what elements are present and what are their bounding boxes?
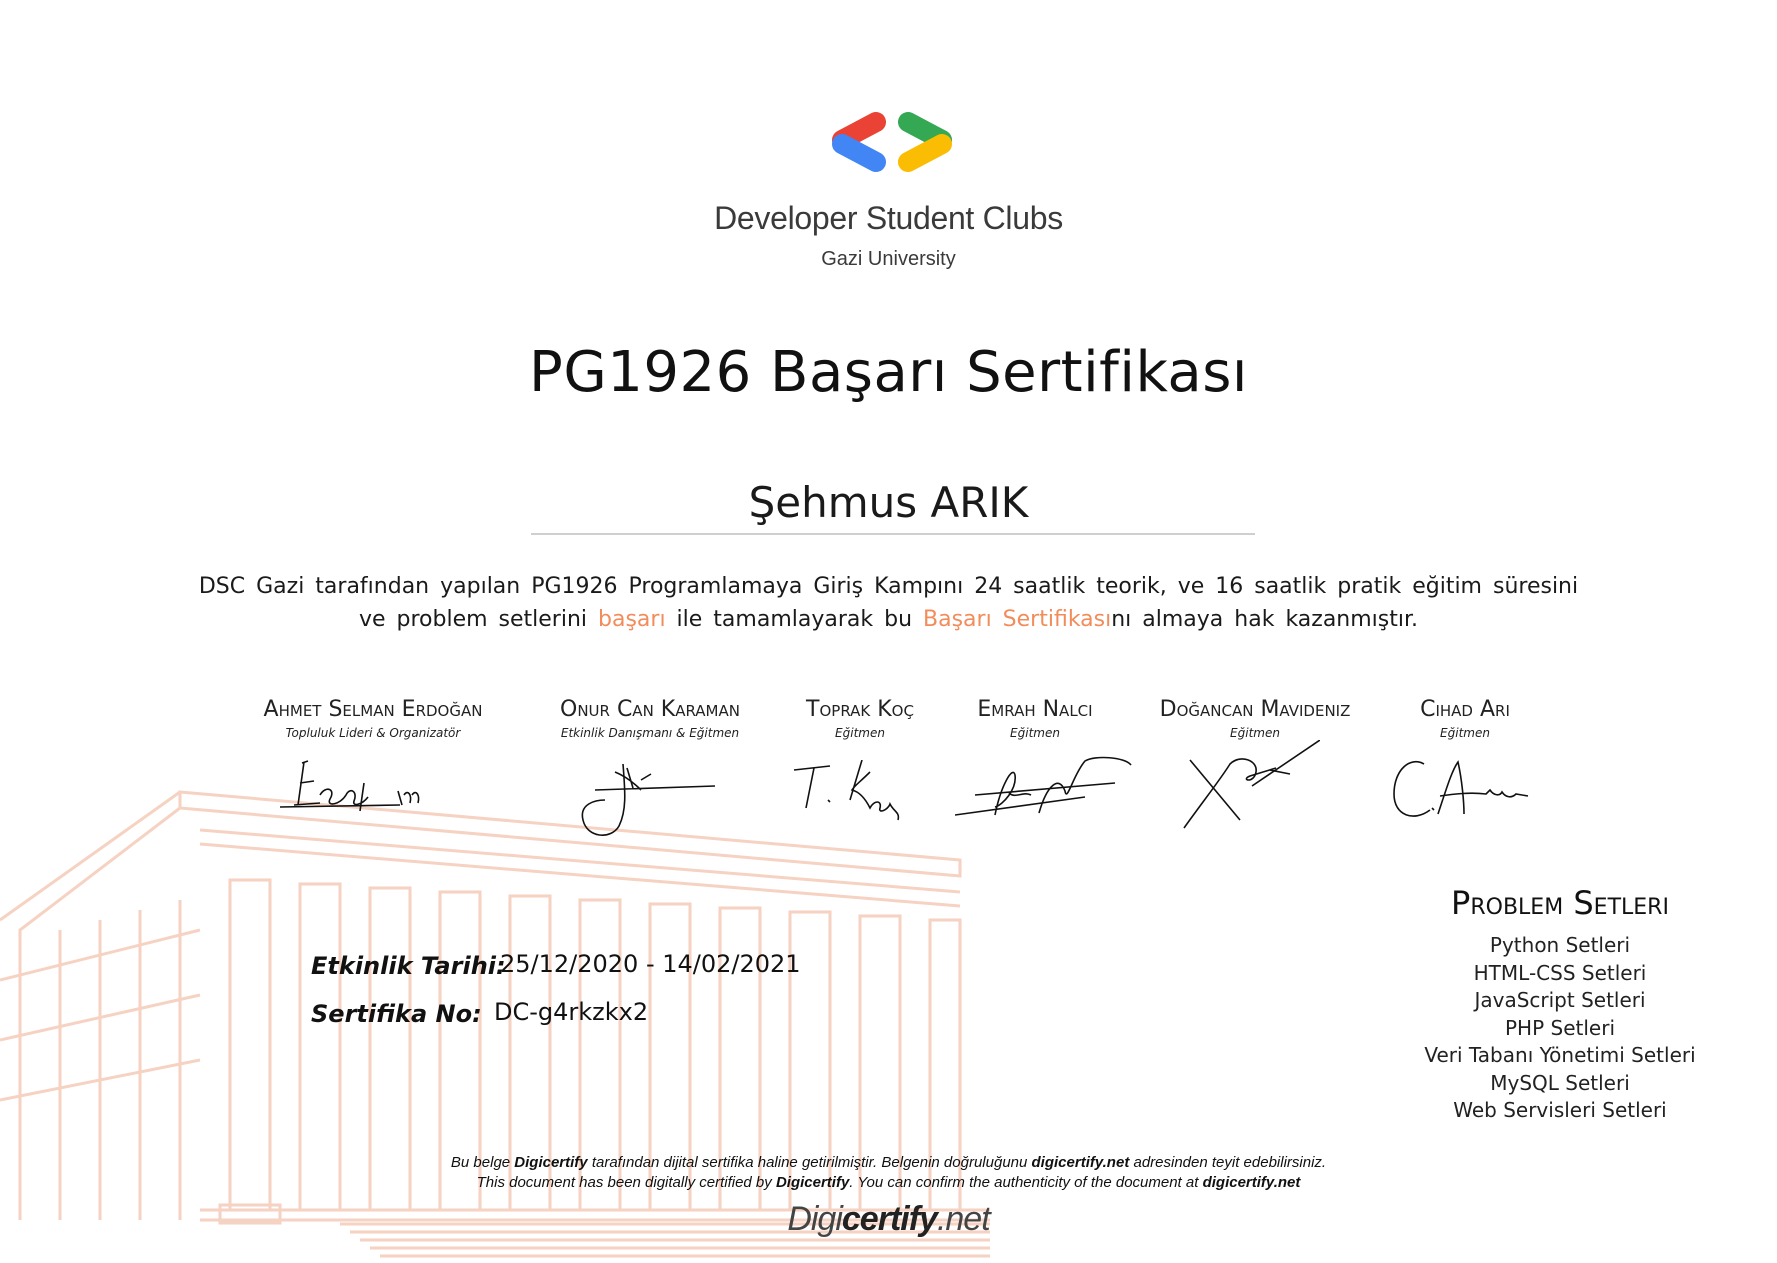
event-date-value: 25/12/2020 - 14/02/2021	[500, 950, 801, 978]
description-text: ile tamamlayarak bu	[665, 607, 924, 632]
signatory-role: Eğitmen	[1010, 726, 1060, 740]
cert-no-label: Sertifika No:	[311, 1000, 482, 1028]
logo-part: Digi	[787, 1200, 842, 1238]
logo-part: certify	[841, 1200, 937, 1238]
signatory-role: Topluluk Lideri & Organizatör	[285, 726, 461, 740]
signature-6	[1390, 750, 1530, 830]
signature-5	[1180, 740, 1320, 830]
list-item: MySQL Setleri	[1490, 1070, 1630, 1095]
name-underline	[531, 533, 1255, 535]
footer-text: . You can confirm the authenticity of the document at	[849, 1174, 1203, 1191]
signatory-4	[945, 697, 1125, 740]
certificate-description	[190, 570, 1587, 636]
signatory-role: Eğitmen	[1440, 726, 1490, 740]
recipient-name: Şehmus ARIK	[748, 478, 1029, 527]
footer-text: adresinden teyit edebilirsiniz.	[1129, 1154, 1327, 1171]
signatory-name: Cihad Arı	[1420, 697, 1510, 722]
signature-2	[575, 760, 715, 840]
description-line-2	[190, 603, 1587, 636]
signatory-1	[228, 697, 518, 740]
dsc-logo-icon	[826, 108, 958, 176]
list-item: JavaScript Setleri	[1474, 988, 1646, 1012]
signature-3	[790, 760, 910, 830]
footer-text: Bu belge	[450, 1154, 515, 1171]
signatory-name: Doğancan Mavideniz	[1159, 697, 1351, 722]
footer-text: This document has been digitally certified by	[476, 1174, 776, 1191]
signatory-name: Onur Can Karaman	[560, 697, 740, 722]
signatory-3	[780, 697, 940, 740]
event-date-label: Etkinlik Tarihi:	[311, 952, 506, 980]
signature-4	[955, 755, 1135, 825]
signatory-name: Toprak Koç	[806, 697, 914, 722]
footer-brand: Digicertify	[514, 1154, 588, 1171]
footer-site-link[interactable]: digicertify.net	[1202, 1174, 1301, 1191]
footer-text: tarafından dijital sertifika haline getirilmiştir. Belgenin doğruluğunu	[587, 1154, 1032, 1171]
signatory-name: Emrah Nalcı	[977, 697, 1093, 722]
signatory-name: Ahmet Selman Erdoğan	[263, 697, 483, 722]
cert-no-value: DC-g4rkzkx2	[494, 998, 649, 1026]
description-text: nı almaya hak kazanmıştır.	[1111, 607, 1419, 632]
footer-tr	[0, 1154, 1777, 1171]
signatory-5	[1130, 697, 1380, 740]
highlight-success: başarı	[598, 607, 666, 632]
org-subtitle: Gazi University	[821, 248, 956, 270]
signatory-role: Etkinlik Danışmanı & Eğitmen	[560, 726, 740, 740]
signatory-role: Eğitmen	[835, 726, 885, 740]
description-line-1: DSC Gazi tarafından yapılan PG1926 Programlamaya Giriş Kampını 24 saatlik teorik, ve 16 saatlik pratik eğitim süresini	[198, 574, 1579, 599]
signatory-2	[520, 697, 780, 740]
description-text: ve problem setlerini	[358, 607, 599, 632]
list-item: Python Setleri	[1489, 933, 1631, 957]
list-item: HTML-CSS Setleri	[1473, 960, 1647, 985]
footer-en	[0, 1174, 1777, 1191]
signature-1	[280, 755, 440, 825]
problem-sets-list	[1400, 932, 1720, 1125]
signatory-role: Eğitmen	[1230, 726, 1280, 740]
list-item: Veri Tabanı Yönetimi Setleri	[1424, 1043, 1696, 1067]
footer-brand: Digicertify	[775, 1174, 850, 1191]
signatory-6	[1395, 697, 1535, 740]
digicertify-logo	[0, 1200, 1777, 1239]
list-item: PHP Setleri	[1505, 1015, 1615, 1040]
org-name: Developer Student Clubs	[714, 200, 1063, 236]
footer-site-link[interactable]: digicertify.net	[1031, 1154, 1130, 1171]
problem-sets-title: Problem Setleri	[1451, 884, 1669, 922]
certificate-title: PG1926 Başarı Sertifikası	[529, 340, 1248, 405]
highlight-certificate: Başarı Sertifikası	[923, 607, 1112, 632]
logo-part: .net	[936, 1200, 990, 1238]
list-item: Web Servisleri Setleri	[1453, 1098, 1667, 1122]
